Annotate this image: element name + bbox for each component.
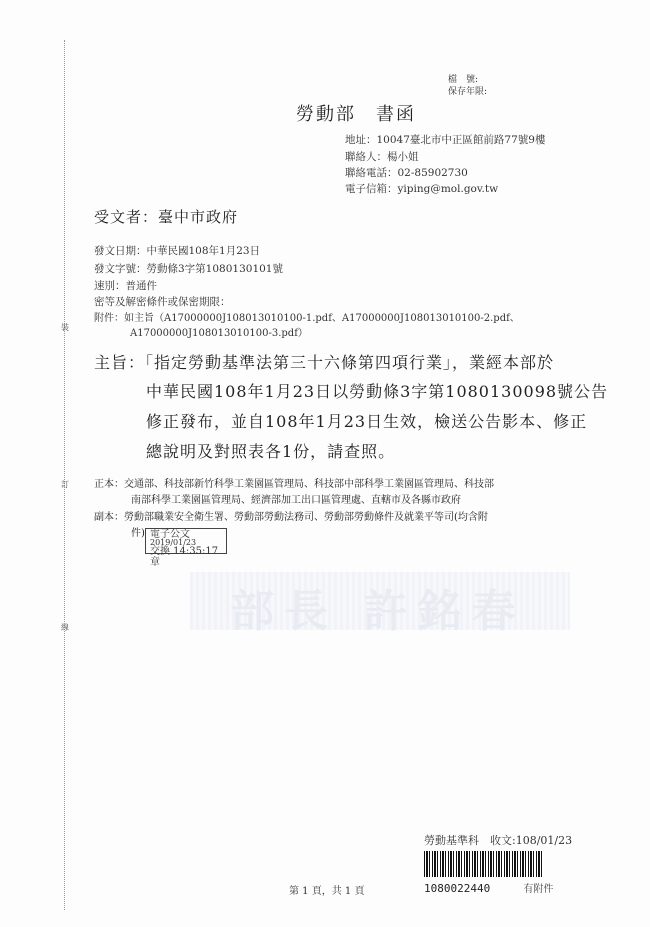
barcode — [424, 851, 544, 877]
subject-line-4: 總說明及對照表各1份，請查照。 — [146, 442, 396, 461]
subject-line-3: 修正發布，並自108年1月23日生效，檢送公告影本、修正 — [146, 412, 588, 431]
page-title: 勞動部 書函 — [296, 104, 416, 125]
retention-label: 保存年限: — [448, 87, 488, 97]
binding-line — [64, 40, 66, 910]
stamp-line-2: 2019/01/23 — [150, 538, 197, 547]
stamp-line-3: 交換 14:35:17 章 — [150, 546, 219, 568]
sender-contact: 聯絡人：楊小姐 — [345, 151, 419, 163]
delivery-speed: 速別：普通件 — [94, 280, 157, 292]
file-number-label: 檔 號: — [448, 75, 479, 85]
attachment-note: 有附件 — [523, 884, 554, 895]
main-recipients-line-1: 正本：交通部、科技部新竹科學工業園區管理局、科技部中部科學工業園區管理局、科技部 — [94, 479, 494, 490]
attachment-line-2: A17000000J108013010100-3.pdf） — [130, 328, 308, 339]
subject-line-2: 中華民國108年1月23日以勞動條3字第1080130098號公告 — [146, 382, 609, 401]
sender-phone: 聯絡電話：02-85902730 — [345, 167, 468, 179]
copy-recipients-line-1: 副本：勞動部職業安全衛生署、勞動部勞動法務司、勞動部勞動條件及就業平等司(均含附 — [94, 512, 488, 523]
recipient: 受文者：臺中市政府 — [94, 208, 239, 226]
sender-address: 地址：10047臺北市中正區館前路77號9樓 — [345, 134, 546, 146]
electronic-exchange-stamp — [145, 528, 227, 568]
minister-seal-watermark: 部長 許銘春 — [230, 586, 526, 637]
issue-date: 發文日期：中華民國108年1月23日 — [94, 245, 261, 257]
receipt-number: 1080022440 — [424, 882, 491, 895]
margin-mark-binding: 裝 — [61, 323, 69, 332]
receipt-stamp — [424, 832, 584, 898]
subject-line-1: 主旨：「指定勞動基準法第三十六條第四項行業」，業經本部於 — [94, 353, 555, 372]
receipt-label: 勞動基準科 收文:108/01/23 — [424, 834, 573, 847]
sender-email: 電子信箱：yiping@mol.gov.tw — [345, 183, 499, 195]
main-recipients-line-2: 南部科學工業園區管理局、經濟部加工出口區管理處、直轄市及各縣市政府 — [131, 495, 461, 506]
page-number: 第 1 頁，共 1 頁 — [289, 886, 365, 897]
margin-mark-line: 線 — [61, 623, 69, 632]
document-number: 發文字號：勞動條3字第1080130101號 — [94, 263, 283, 275]
attachment-line-1: 附件：如主旨（A17000000J108013010100-1.pdf、A17000000J108013010100-2.pdf、 — [94, 313, 520, 324]
secrecy-level: 密等及解密條件或保密期限： — [94, 296, 231, 308]
margin-mark-order: 訂 — [61, 480, 69, 489]
stamp-line-1: 電子公文 — [150, 529, 190, 540]
copy-recipients-line-2: 件) — [131, 528, 145, 539]
